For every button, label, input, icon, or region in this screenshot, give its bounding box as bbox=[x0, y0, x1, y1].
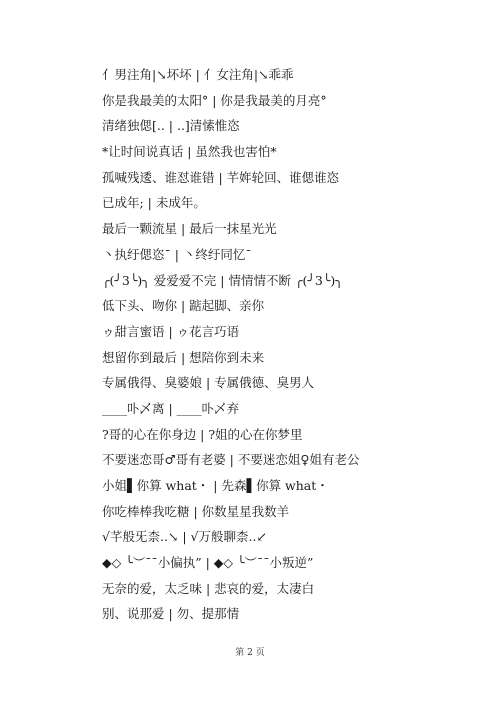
text-line: √芊般旡柰..↘ | √万般聊柰..↙ bbox=[102, 529, 267, 545]
text-line: ?哥的心在你身边 | ?姐的心在你梦里 bbox=[102, 426, 303, 442]
text-line: 最后一颗流星 | 最后一抹星光光 bbox=[102, 221, 277, 237]
text-line: ____卟乄离 | ____卟乄弃 bbox=[102, 400, 240, 416]
text-line: 亻男注角|↘坏坏 | 亻女注角|↘乖乖 bbox=[102, 67, 294, 82]
text-line: 无奈的爱，太乏味 | 悲哀的爱，太凄白 bbox=[102, 580, 315, 596]
text-line: 小姐▌你算 what・ | 先森▌你算 what・ bbox=[102, 478, 329, 493]
text-line: 丶执纡偲恣¯ | 丶终纡同忆¯ bbox=[102, 246, 252, 262]
text-line: 想留你到最后 | 想陪你到未来 bbox=[102, 349, 265, 365]
text-line: ゥ甜言蜜语 | ゥ花言巧语 bbox=[102, 323, 240, 339]
text-line: 别、说那爱 | 勿、提那情 bbox=[102, 606, 240, 622]
text-line: *让时间说真话 | 虽然我也害怕* bbox=[102, 144, 277, 160]
text-line: ╭(╯3╰)╮ 爱爱爱不完 | 情情情不断 ╭(╯3╰)╮ bbox=[102, 272, 343, 288]
text-lines bbox=[102, 62, 472, 627]
text-line: ◆◇ ╰︶¯ˉ小偏执” | ◆◇ ╰︶¯ˉ小叛逆” bbox=[102, 555, 314, 571]
text-line: 你是我最美的太阳° | 你是我最美的月亮° bbox=[102, 92, 327, 108]
text-line: 已成年; | 未成年。 bbox=[102, 195, 206, 211]
page-number: 第 2 页 bbox=[235, 648, 265, 658]
text-line: 清绪独偲[.. | ..]清愫惟恣 bbox=[102, 118, 240, 134]
text-line: 低下头、吻你 | 踮起脚、亲你 bbox=[102, 298, 265, 314]
text-line: 你吃棒棒我吃糖 | 你数星星我数羊 bbox=[102, 503, 290, 519]
text-line: 不要迷恋哥♂哥有老婆 | 不要迷恋姐♀姐有老公 bbox=[102, 452, 360, 468]
text-line: 专属俄得、臭婆娘 | 专属俄德、臭男人 bbox=[102, 375, 315, 391]
text-line: 孤喊残逶、谁怼谁错 | 芊姩轮回、谁偲谁恣 bbox=[102, 169, 340, 185]
